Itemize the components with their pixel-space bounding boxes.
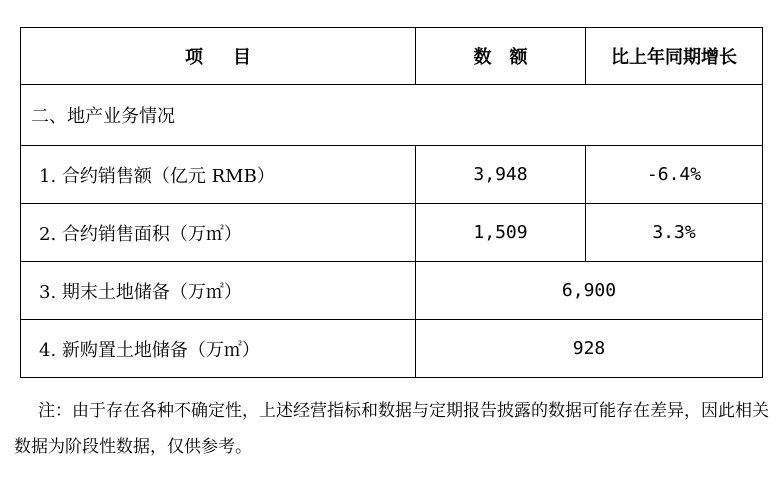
row-value: 928 [416,320,763,378]
header-item: 项目 [21,28,416,85]
header-yoy-growth: 比上年同期增长 [586,28,763,85]
row-value: 3,948 [416,146,586,204]
business-data-table [20,27,763,378]
header-value: 数额 [416,28,586,85]
row-yoy: -6.4% [586,146,763,204]
table-row [21,262,763,320]
row-label: 2. 合约销售面积（万㎡） [21,204,416,262]
row-label: 4. 新购置土地储备（万㎡） [21,320,416,378]
row-value: 6,900 [416,262,763,320]
section-row [21,85,763,146]
table-row [21,320,763,378]
row-value: 1,509 [416,204,586,262]
row-label: 1. 合约销售额（亿元 RMB） [21,146,416,204]
section-title: 二、地产业务情况 [21,85,763,146]
row-label: 3. 期末土地储备（万㎡） [21,262,416,320]
table-row [21,204,763,262]
disclaimer-text: 注：由于存在各种不确定性，上述经营指标和数据与定期报告披露的数据可能存在差异，因此相关数据为阶段性数据，仅供参考。 [14,401,769,457]
table-row [21,146,763,204]
table-header-row [21,28,763,85]
row-yoy: 3.3% [586,204,763,262]
disclaimer-note [14,393,772,465]
